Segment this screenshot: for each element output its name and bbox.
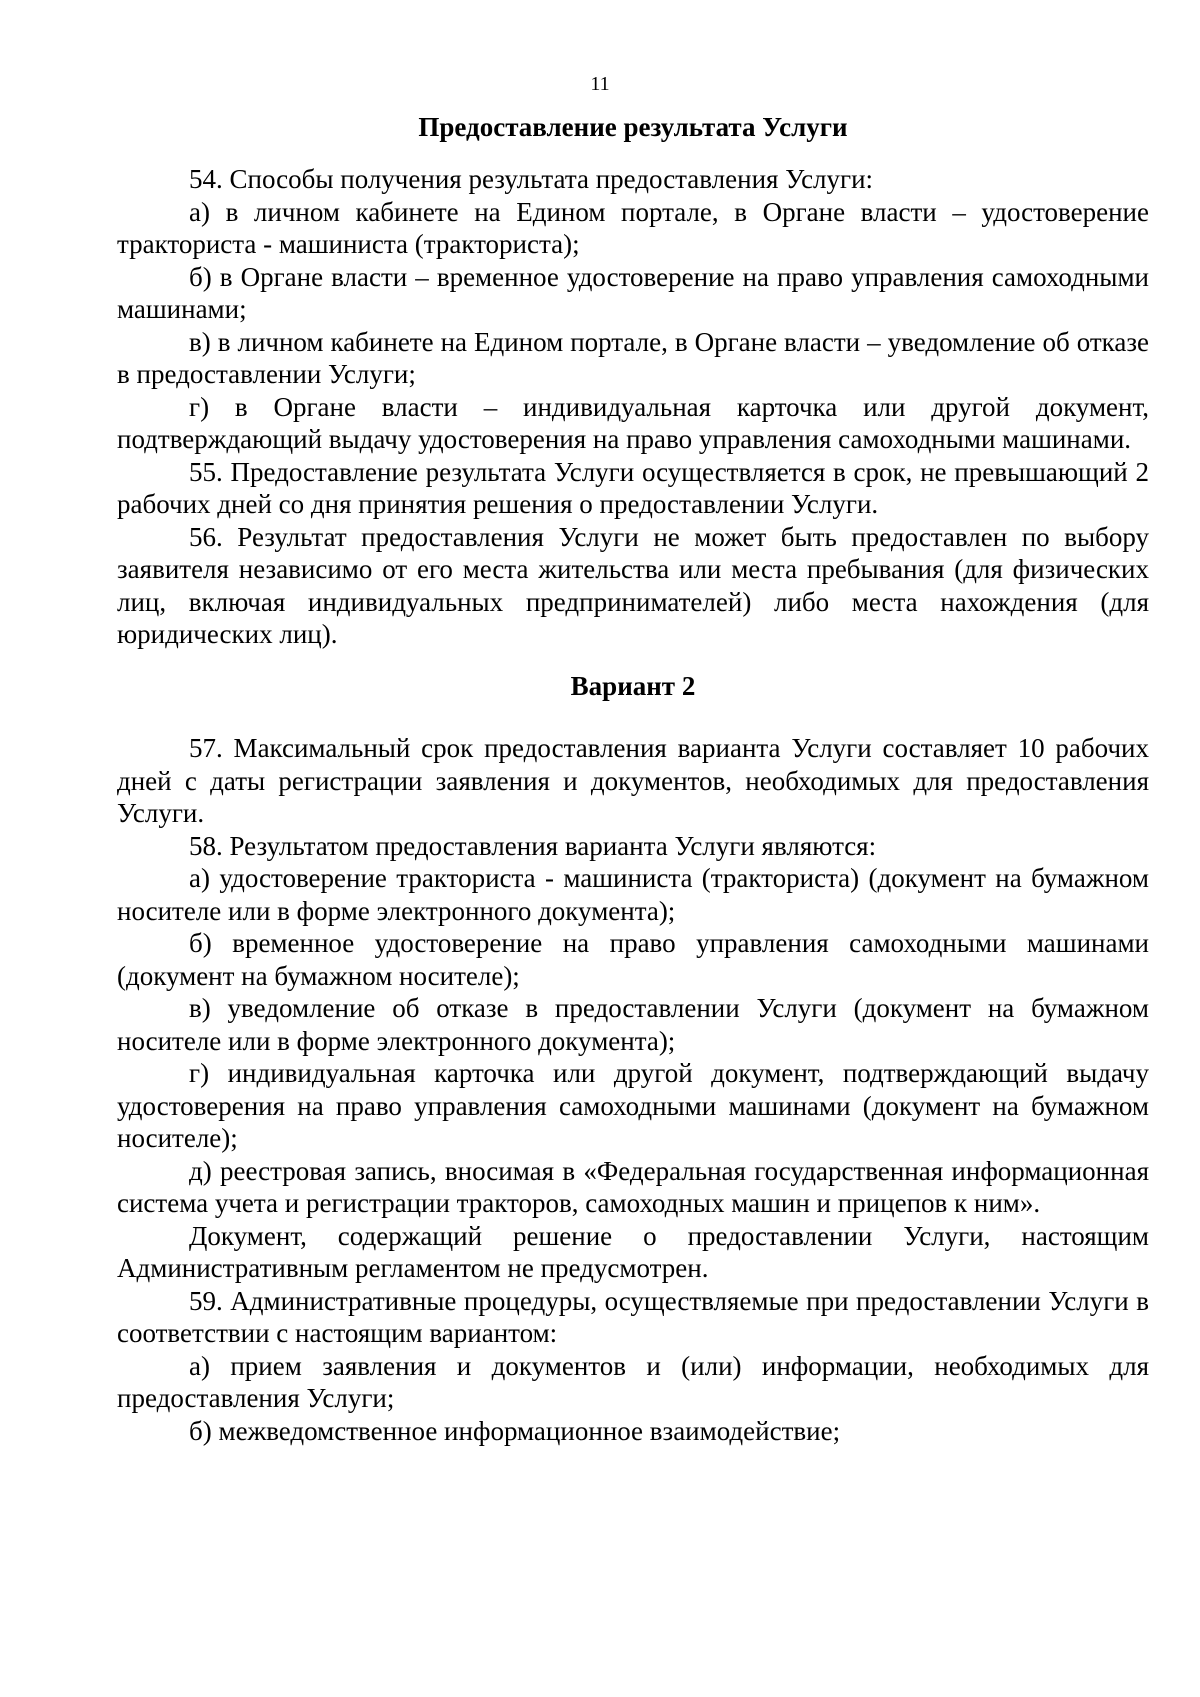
paragraph-59: 59. Административные процедуры, осуществляемые при предоставлении Услуги в соответствии с настоящим вариантом:: [117, 1285, 1149, 1348]
list-item-58b: б) временное удостоверение на право управления самоходными машинами (документ на бумажном носителе);: [117, 928, 1149, 991]
paragraph-decision-document: Документ, содержащий решение о предоставлении Услуги, настоящим Административным регламентом не предусмотрен.: [117, 1220, 1149, 1283]
paragraph-58: 58. Результатом предоставления варианта Услуги являются:: [189, 830, 877, 861]
list-item-54b: б) в Органе власти – временное удостоверение на право управления самоходными машинами;: [117, 261, 1149, 324]
list-item-59b: б) межведомственное информационное взаимодействие;: [189, 1415, 841, 1446]
list-item-54v: в) в личном кабинете на Едином портале, в Органе власти – уведомление об отказе в предоставлении Услуги;: [117, 326, 1149, 389]
list-item-58d: д) реестровая запись, вносимая в «Федеральная государственная информационная система учета и регистрации тракторов, самоходных машин и прицепов к ним».: [117, 1155, 1149, 1218]
list-item-58a: а) удостоверение тракториста - машиниста (тракториста) (документ на бумажном носителе или в форме электронного документа);: [117, 863, 1149, 926]
paragraph-56: 56. Результат предоставления Услуги не может быть предоставлен по выбору заявителя независимо от его места жительства или места пребывания (для физических лиц, включая индивидуальных предпринимателей) либо места нахождения (для юридических лиц).: [117, 521, 1149, 649]
section-heading-result: Предоставление результата Услуги: [418, 112, 848, 142]
section-heading-variant-2: Вариант 2: [570, 671, 696, 701]
paragraph-55: 55. Предоставление результата Услуги осуществляется в срок, не превышающий 2 рабочих дней со дня принятия решения о предоставлении Услуги.: [117, 456, 1149, 519]
list-item-54a: а) в личном кабинете на Едином портале, в Органе власти – удостоверение тракториста - машиниста (тракториста);: [117, 196, 1149, 259]
list-item-58g: г) индивидуальная карточка или другой документ, подтверждающий выдачу удостоверения на право управления самоходными машинами (документ на бумажном носителе);: [117, 1058, 1149, 1153]
list-item-58v: в) уведомление об отказе в предоставлении Услуги (документ на бумажном носителе или в форме электронного документа);: [117, 993, 1149, 1056]
page-number: 11: [590, 73, 610, 95]
section-variant-2-body: [117, 732, 1149, 1447]
paragraph-57: 57. Максимальный срок предоставления варианта Услуги составляет 10 рабочих дней с даты регистрации заявления и документов, необходимых для предоставления Услуги.: [117, 733, 1149, 828]
section-result-body: [117, 163, 1149, 651]
list-item-54g: г) в Органе власти – индивидуальная карточка или другой документ, подтверждающий выдачу удостоверения на право управления самоходными машинами.: [117, 391, 1149, 454]
list-item-59a: а) прием заявления и документов и (или) информации, необходимых для предоставления Услуги;: [117, 1350, 1149, 1413]
paragraph-54: 54. Способы получения результата предоставления Услуги:: [189, 164, 874, 194]
